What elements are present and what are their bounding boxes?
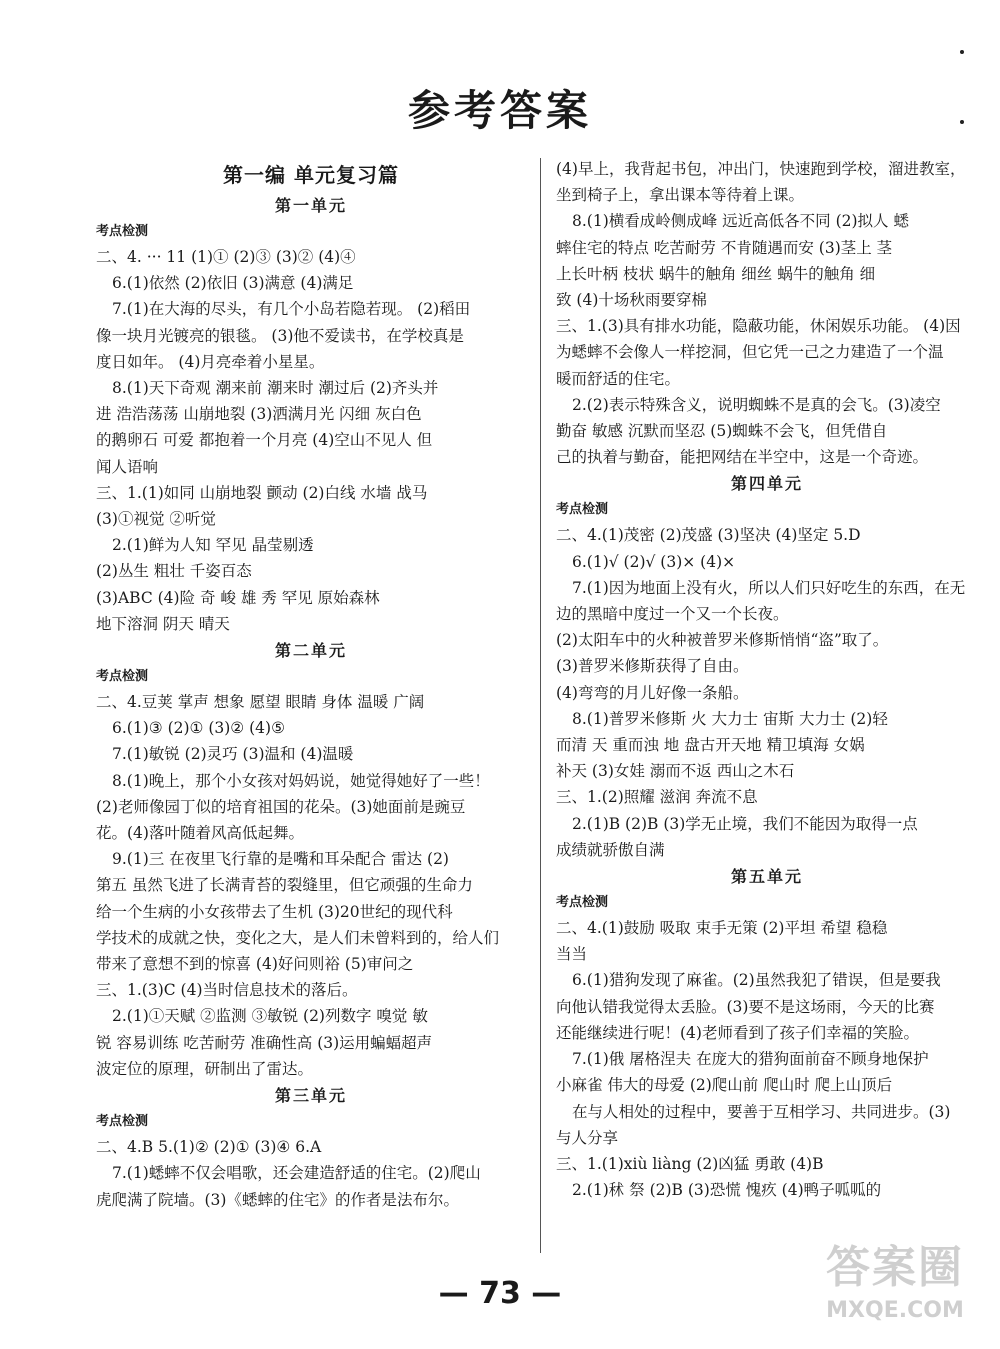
answer-line: (3)①视觉 ②听觉 [96, 510, 216, 529]
answer-line: 8.(1)横看成岭侧成峰 远近高低各不同 (2)拟人 蟋 [572, 212, 909, 231]
watermark [810, 1240, 980, 1340]
section-label: 考点检测 [96, 1114, 149, 1130]
column-divider [540, 158, 541, 1253]
answer-line: 7.(1)敏锐 (2)灵巧 (3)温和 (4)温暖 [112, 745, 354, 764]
answer-line: 与人分享 [556, 1128, 619, 1147]
answer-line: 补天 (3)女娃 溺而不返 西山之木石 [556, 762, 795, 781]
left-column [96, 158, 526, 1213]
answer-line: 暖而舒适的住宅。 [556, 369, 681, 388]
answer-line: 地下溶洞 阴天 晴天 [96, 614, 230, 633]
page-number: — 73 — [438, 1276, 562, 1311]
answer-line: 2.(1)①天赋 ②监测 ③敏锐 (2)列数字 嗅觉 敏 [112, 1007, 428, 1026]
right-column-content [556, 156, 978, 1203]
answer-line: 二、4.豆荚 掌声 想象 愿望 眼睛 身体 温暖 广阔 [96, 693, 425, 712]
answer-line: 8.(1)晚上，那个小女孩对妈妈说，她觉得她好了一些！ [112, 771, 490, 790]
answer-line: 像一块月光镀亮的银毯。 (3)他不爱读书，在学校真是 [96, 326, 464, 345]
section-label: 考点检测 [96, 224, 149, 239]
unit-title: 第一单元 [274, 196, 347, 215]
answer-line: 闻人语响 [96, 457, 159, 476]
answer-line: 三、1.(2)照耀 滋润 奔流不息 [556, 788, 758, 807]
answer-line: 学技术的成就之快，变化之大，是人们未曾料到的，给人们 [96, 928, 500, 947]
answer-line: (4)早上，我背起书包，冲出门，快速跑到学校，溜进教室， [556, 160, 966, 178]
unit-title: 第二单元 [274, 641, 347, 661]
answer-line: 而清 天 重而浊 地 盘古开天地 精卫填海 女娲 [556, 736, 865, 755]
answer-line: 第五 虽然飞进了长满青苔的裂缝里，但它顽强的生命力 [96, 876, 473, 895]
answer-line: 6.(1)③ (2)① (3)② (4)⑤ [112, 719, 285, 738]
left-column-content [96, 192, 526, 1213]
section-label: 考点检测 [556, 502, 609, 518]
answer-line: 7.(1)蟋蟀不仅会唱歌，还会建造舒适的住宅。(2)爬山 [112, 1164, 481, 1183]
margin-mark [960, 120, 964, 124]
part-title: 第一编 单元复习篇 [223, 163, 399, 187]
answer-line: 度日如年。 (4)月亮牵着小星星。 [96, 352, 325, 371]
answer-line: 三、1.(1)如同 山崩地裂 颤动 (2)白线 水墙 战马 [96, 483, 428, 502]
answer-line: 8.(1)普罗米修斯 火 大力士 宙斯 大力士 (2)轻 [572, 709, 888, 728]
answer-line: 2.(1)B (2)B (3)学无止境，我们不能因为取得一点 [572, 814, 918, 833]
answer-line: 进 浩浩荡荡 山崩地裂 (3)洒满月光 闪细 灰白色 [96, 405, 422, 424]
answer-line: 二、4.B 5.(1)② (2)① (3)④ 6.A [96, 1138, 322, 1157]
answer-line: 6.(1)猎狗发现了麻雀。(2)虽然我犯了错误，但是要我 [572, 971, 941, 990]
answer-line: 小麻雀 伟大的母爱 (2)爬山前 爬山时 爬上山顶后 [556, 1076, 893, 1095]
answer-line: (2)老师像园丁似的培育祖国的花朵。(3)她面前是豌豆 [96, 797, 466, 816]
answer-line: 6.(1)依然 (2)依旧 (3)满意 (4)满足 [112, 274, 354, 293]
answer-line: 2.(1)鲜为人知 罕见 晶莹剔透 [112, 536, 314, 555]
answer-line: 坐到椅子上，拿出课本等待着上课。 [556, 186, 805, 205]
page-title: 参考答案 [407, 86, 592, 135]
answer-line: 三、1.(1)xiù liàng (2)凶猛 勇敢 (4)B [556, 1154, 824, 1173]
answer-line: 还能继续进行呢！(4)老师看到了孩子们幸福的笑脸。 [556, 1023, 919, 1042]
answer-line: 7.(1)俄 屠格涅夫 在庞大的猎狗面前奋不顾身地保护 [572, 1050, 929, 1069]
answer-line: 二、4.(1)茂密 (2)茂盛 (3)坚决 (4)坚定 5.D [556, 526, 861, 545]
unit-title: 第四单元 [730, 474, 803, 494]
answer-line: 8.(1)天下奇观 潮来前 潮来时 潮过后 (2)齐头并 [112, 379, 439, 398]
answer-line: 蟀住宅的特点 吃苦耐劳 不肯随遇而安 (3)茎上 茎 [556, 238, 893, 257]
answer-line: 三、1.(3)具有排水功能，隐蔽功能，休闲娱乐功能。 (4)因 [556, 317, 961, 336]
answer-line: 二、4. ··· 11 (1)① (2)③ (3)② (4)④ [96, 248, 356, 266]
answer-line: 6.(1)√ (2)√ (3)× (4)× [572, 552, 736, 571]
right-column [556, 156, 978, 1203]
answer-line: 波定位的原理，研制出了雷达。 [96, 1059, 314, 1078]
answer-line: (3)普罗米修斯获得了自由。 [556, 657, 749, 676]
answer-line: 为蟋蟀不会像人一样挖洞，但它凭一己之力建造了一个温 [556, 343, 944, 362]
answer-line: 勤奋 敏感 沉默而坚忍 (5)蜘蛛不会飞，但凭借自 [556, 422, 888, 441]
answer-line: 7.(1)在大海的尽头，有几个小岛若隐若现。 (2)稻田 [112, 300, 471, 319]
answer-line: (4)弯弯的月儿好像一条船。 [556, 683, 749, 702]
answer-line: 向他认错我觉得太丢脸。(3)要不是这场雨，今天的比赛 [556, 997, 935, 1016]
answer-line: 上长叶柄 枝状 蜗牛的触角 细丝 蜗牛的触角 细 [556, 264, 876, 283]
margin-mark [960, 50, 964, 54]
unit-title: 第五单元 [730, 867, 803, 887]
answer-line: 带来了意想不到的惊喜 (4)好问则裕 (5)审问之 [96, 955, 414, 974]
answer-line: 2.(2)表示特殊含义，说明蜘蛛不是真的会飞。(3)凌空 [572, 395, 941, 414]
answer-line: 2.(1)秫 祭 (2)B (3)恐慌 愧疚 (4)鸭子呱呱的 [572, 1181, 882, 1200]
answer-line: 致 (4)十场秋雨要穿棉 [556, 291, 707, 310]
answer-line: 7.(1)因为地面上没有火，所以人们只好吃生的东西，在无 [572, 578, 966, 597]
watermark-logo: 答案圈 [826, 1242, 964, 1293]
answer-line: 边的黑暗中度过一个又一个长夜。 [556, 605, 789, 624]
answer-line: 二、4.(1)鼓励 吸取 束手无策 (2)平坦 希望 稳稳 [556, 919, 888, 938]
answer-line: 当当 [556, 945, 588, 964]
answer-line: 给一个生病的小女孩带去了生机 (3)20世纪的现代科 [96, 902, 453, 921]
answer-line: 己的执着与勤奋，能把网结在半空中，这是一个奇迹。 [556, 448, 929, 467]
section-label: 考点检测 [556, 895, 609, 911]
answer-line: (2)丛生 粗壮 千姿百态 [96, 562, 252, 581]
answer-line: 花。(4)落叶随着风高低起舞。 [96, 824, 304, 843]
answer-line: (3)ABC (4)险 奇 峻 雄 秀 罕见 原始森林 [96, 588, 380, 607]
watermark-url: MXQE.COM [826, 1298, 964, 1323]
answer-line: 虎爬满了院墙。(3)《蟋蟀的住宅》的作者是法布尔。 [96, 1190, 459, 1209]
answer-line: 三、1.(3)C (4)当时信息技术的落后。 [96, 981, 358, 1000]
answer-line: 锐 容易训练 吃苦耐劳 准确性高 (3)运用蝙蝠超声 [96, 1033, 433, 1052]
answer-line: (2)太阳车中的火种被普罗米修斯悄悄“盗”取了。 [556, 631, 889, 650]
answer-line: 的鹅卵石 可爱 都抱着一个月亮 (4)空山不见人 但 [96, 431, 433, 450]
unit-title: 第三单元 [274, 1086, 347, 1106]
answer-line: 9.(1)三 在夜里飞行靠的是嘴和耳朵配合 雷达 (2) [112, 850, 449, 869]
answer-line: 在与人相处的过程中，要善于互相学习、共同进步。(3) [572, 1102, 951, 1121]
answer-line: 成绩就骄傲自满 [556, 840, 665, 859]
section-label: 考点检测 [96, 669, 149, 685]
